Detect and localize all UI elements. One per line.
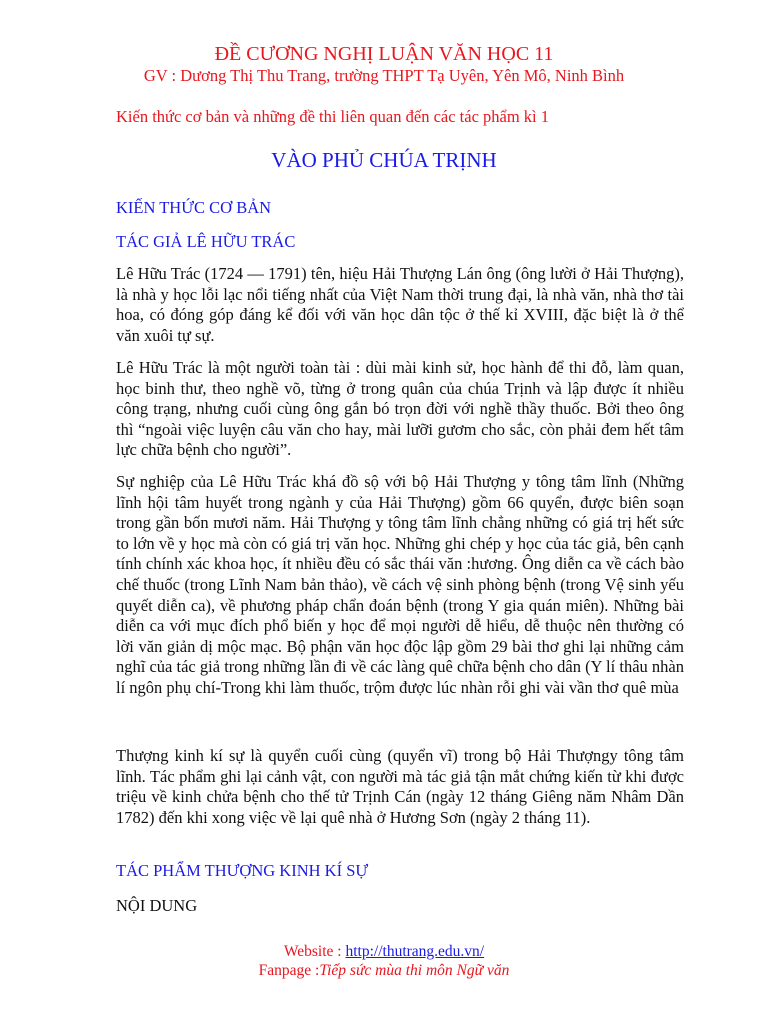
section-heading-work: TÁC PHẨM THƯỢNG KINH KÍ SỰ xyxy=(116,861,369,880)
footer-website-line xyxy=(0,943,768,961)
paragraph-author-talent: Lê Hữu Trác là một người toàn tài : dùi mài kinh sử, học hành để thi đỗ, làm quan, học binh thư, theo nghề võ, từng ở trong quân của chúa Trịnh và lập được ít nhiều công trạng, nhưng cuối cùng ông gắn bó trọn đời với nghề thầy thuốc. Bởi theo ông thì “ngoài việc luyện câu văn cho hay, mài lưỡi gươm cho sắc, còn phải đem hết tâm lực chữa bệnh cho người”. xyxy=(116,358,684,460)
paragraph-author-career: Sự nghiệp của Lê Hữu Trác khá đồ sộ với bộ Hải Thượng y tông tâm lĩnh (Những lĩnh hội tâm huyết trong ngành y của Hải Thượng) gồm 66 quyển, được biên soạn trong gần bốn mươi năm. Hải Thượng y tông tâm lĩnh chẳng những có giá trị hết sức to lớn về y học mà còn có giá trị văn học. Những ghi chép y học của tác giả, bên cạnh tính chính xác khoa học, ít nhiều đều có sắc thái văn :hương. Ông diễn ca về cách bào chế thuốc (trong Lĩnh Nam bản thảo), về cách vệ sinh phòng bệnh (trong Vệ sinh yếu quyết diễn ca), về phương pháp chẩn đoán bệnh (trong Y gia quán miên). Những bài diễn ca với mục đích phổ biến y học để mọi người dễ hiểu, dễ thuộc nên thường có lời văn giản dị mộc mạc. Bộ phận văn học độc lập gồm 29 bài thơ ghi lại những cảm nghĩ của tác giả trong những lần đi về các làng quê chữa bệnh cho dân (Y lí thâu nhàn lí ngôn phụ chí-Trong khi làm thuốc, trộm được lúc nhàn rỗi ghi vài vần thơ quê mùa xyxy=(116,472,684,697)
paragraph-work-summary: Thượng kinh kí sự là quyển cuối cùng (quyển vĩ) trong bộ Hải Thượngy tông tâm lĩnh. Tác phẩm ghi lại cảnh vật, con người mà tác giả tận mắt chứng kiến từ khi được triệu về kinh chửa bệnh cho thế tử Trịnh Cán (ngày 12 tháng Giêng năm Nhâm Dần 1782) đến khi xong việc về lại quê nhà ở Hương Sơn (ngày 2 tháng 11). xyxy=(116,746,684,827)
section-heading-basic-knowledge: KIẾN THỨC CƠ BẢN xyxy=(116,198,272,217)
footer-fanpage-line xyxy=(0,962,768,980)
footer-website-label: Website : xyxy=(283,943,346,960)
work-title: VÀO PHỦ CHÚA TRỊNH xyxy=(271,148,497,172)
footer-fanpage-label: Fanpage : xyxy=(258,962,320,979)
footer-fanpage-name: Tiếp sức mùa thi môn Ngữ văn xyxy=(319,962,510,979)
footer-website-link[interactable]: http://thutrang.edu.vn/ xyxy=(345,943,485,960)
document-title: ĐỀ CƯƠNG NGHỊ LUẬN VĂN HỌC 11 xyxy=(214,43,554,65)
section-heading-author: TÁC GIẢ LÊ HỮU TRÁC xyxy=(116,232,296,251)
intro-line: Kiến thức cơ bản và những đề thi liên quan đến các tác phẩm kì 1 xyxy=(116,107,550,126)
author-line: GV : Dương Thị Thu Trang, trường THPT Tạ Uyên, Yên Mô, Ninh Bình xyxy=(143,66,625,85)
section-heading-content: NỘI DUNG xyxy=(116,896,198,915)
paragraph-author-intro: Lê Hữu Trác (1724 — 1791) tên, hiệu Hải Thượng Lán ông (ông lười ở Hải Thượng), là nhà y học lỗi lạc nổi tiếng nhất của Việt Nam thời trung đại, là nhà văn, nhà thơ tài hoa, có đóng góp đáng kể đối với văn học dân tộc ở thế kỉ XVIII, đặc biệt là ở thể văn xuôi tự sự. xyxy=(116,264,684,345)
